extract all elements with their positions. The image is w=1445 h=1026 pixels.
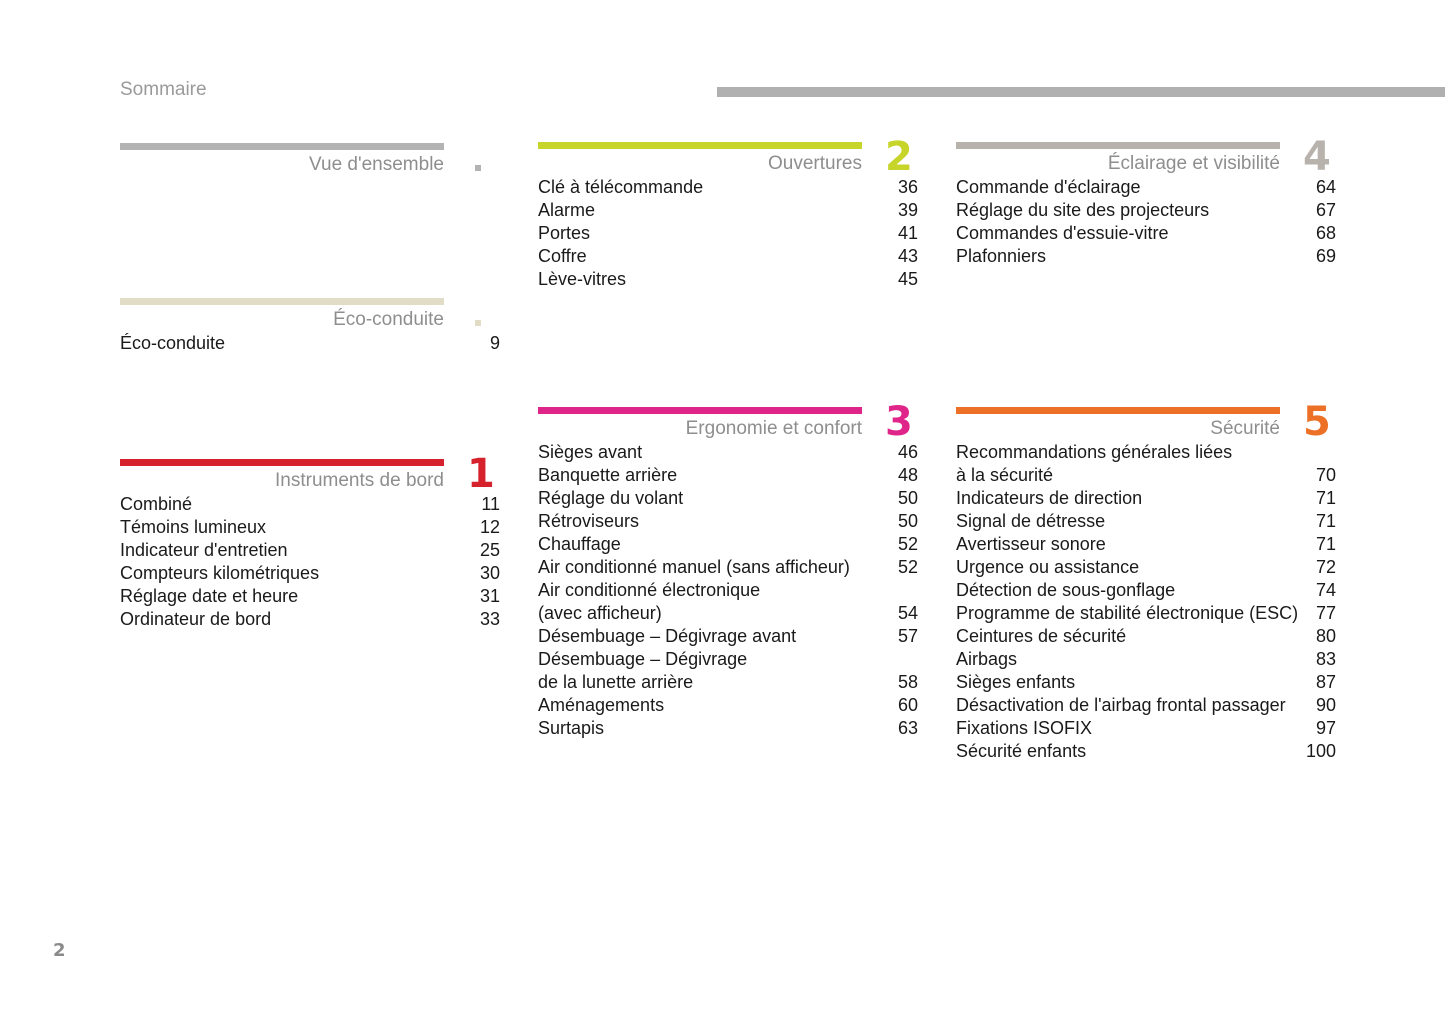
toc-entry-page: 67: [1315, 200, 1336, 220]
toc-entry-page: 97: [1315, 718, 1336, 738]
toc-entry: [956, 556, 1336, 579]
toc-entry-label: Avertisseur sonore: [956, 534, 1106, 554]
section-entries: [956, 176, 1336, 268]
toc-entry: [956, 222, 1336, 245]
toc-entry: [120, 608, 500, 631]
toc-entry-page: 33: [479, 609, 500, 629]
section-title: Éco-conduite: [333, 309, 444, 330]
toc-entry-page: 43: [897, 246, 918, 266]
toc-entry: [956, 533, 1336, 556]
toc-entry-label: Ceintures de sécurité: [956, 626, 1127, 646]
toc-entry: [956, 245, 1336, 268]
toc-entry: [956, 602, 1336, 625]
toc-entry-label: Sièges avant: [538, 442, 643, 462]
section-marker: [475, 320, 481, 326]
toc-entry: [120, 332, 500, 355]
toc-entry: [538, 510, 918, 533]
toc-entry-label: Plafonniers: [956, 246, 1047, 266]
toc-entry: [956, 694, 1336, 717]
toc-entry-label: Banquette arrière: [538, 465, 678, 485]
section-title: Instruments de bord: [275, 470, 444, 491]
toc-entry: [956, 579, 1336, 602]
toc-entry-page: 63: [897, 718, 918, 738]
toc-entry-page: 12: [479, 517, 500, 537]
toc-entry-label: Sièges enfants: [956, 672, 1076, 692]
toc-entry-page: 57: [897, 626, 918, 646]
toc-entry-page: 72: [1315, 557, 1336, 577]
section-title: Sécurité: [1210, 418, 1280, 439]
toc-entry-label: Airbags: [956, 649, 1018, 669]
toc-entry-page: 58: [897, 672, 918, 692]
toc-entry: [120, 516, 500, 539]
section-bar: [538, 407, 862, 414]
toc-entry-page: 68: [1315, 223, 1336, 243]
toc-entry-label: Indicateurs de direction: [956, 488, 1143, 508]
toc-entry-page: 45: [897, 269, 918, 289]
toc-entry: [120, 585, 500, 608]
page-number: 2: [53, 940, 66, 961]
section-marker: [475, 165, 481, 171]
section-number: 4: [1303, 134, 1331, 180]
section-entries: [538, 176, 918, 291]
toc-entry-page: 87: [1315, 672, 1336, 692]
toc-entry-label: Éco-conduite: [120, 333, 226, 353]
toc-entry-label: Lève-vitres: [538, 269, 627, 289]
toc-entry: [538, 464, 918, 487]
section-title: Vue d'ensemble: [309, 154, 444, 175]
section-bar: [956, 142, 1280, 149]
section-entries: [120, 493, 500, 631]
toc-entry: [538, 556, 918, 579]
toc-entry-label: Alarme: [538, 200, 596, 220]
toc-entry-page: 50: [897, 488, 918, 508]
toc-entry-page: 83: [1315, 649, 1336, 669]
toc-entry-page: 69: [1315, 246, 1336, 266]
toc-entry-page: 36: [897, 177, 918, 197]
toc-entry: [538, 268, 918, 291]
toc-entry-label: Combiné: [120, 494, 193, 514]
toc-entry-label: Rétroviseurs: [538, 511, 640, 531]
toc-entry-label: Air conditionné manuel (sans afficheur): [538, 557, 850, 577]
toc-entry: [538, 625, 918, 648]
toc-entry-label: Commande d'éclairage: [956, 177, 1141, 197]
header-rule: [717, 87, 1445, 97]
toc-entry-page: 9: [489, 333, 500, 353]
section-number: 5: [1303, 399, 1331, 445]
toc-entry-label: Recommandations générales liées à la sécurité: [956, 442, 1233, 485]
toc-entry-label: Désembuage – Dégivrage avant: [538, 626, 797, 646]
toc-entry-page: 41: [897, 223, 918, 243]
toc-entry-page: 77: [1315, 603, 1336, 623]
toc-entry-label: Coffre: [538, 246, 587, 266]
toc-entry-label: Réglage du volant: [538, 488, 684, 508]
toc-entry-page: 100: [1305, 741, 1336, 761]
section-entries: [956, 441, 1336, 763]
toc-entry-label: Fixations ISOFIX: [956, 718, 1093, 738]
section-entries: [538, 441, 918, 740]
section-number: 1: [467, 451, 495, 497]
section-number: 2: [885, 134, 913, 180]
toc-entry-label: Aménagements: [538, 695, 665, 715]
section-title: Éclairage et visibilité: [1107, 153, 1280, 174]
toc-entry-label: Programme de stabilité électronique (ESC): [956, 603, 1299, 623]
toc-entry: [120, 493, 500, 516]
toc-entry-label: Urgence ou assistance: [956, 557, 1140, 577]
toc-entry: [956, 510, 1336, 533]
toc-entry-page: 54: [897, 603, 918, 623]
toc-entry: [120, 562, 500, 585]
toc-entry-page: 71: [1315, 488, 1336, 508]
toc-entry: [538, 579, 918, 625]
toc-entry-label: Désactivation de l'airbag frontal passager: [956, 695, 1286, 715]
toc-entry-label: Clé à télécommande: [538, 177, 704, 197]
toc-entry-page: 46: [897, 442, 918, 462]
toc-entry-page: 30: [479, 563, 500, 583]
page-header-title: Sommaire: [120, 79, 207, 100]
section-bar: [120, 298, 444, 305]
toc-entry-label: Compteurs kilométriques: [120, 563, 320, 583]
toc-entry-page: 71: [1315, 534, 1336, 554]
toc-entry-label: Portes: [538, 223, 591, 243]
toc-entry: [956, 487, 1336, 510]
toc-entry-label: Sécurité enfants: [956, 741, 1087, 761]
toc-entry: [538, 245, 918, 268]
toc-entry-label: Ordinateur de bord: [120, 609, 272, 629]
toc-entry-page: 60: [897, 695, 918, 715]
toc-entry: [956, 648, 1336, 671]
toc-entry: [538, 648, 918, 694]
toc-entry-page: 11: [481, 494, 500, 514]
section-title: Ergonomie et confort: [685, 418, 862, 439]
toc-entry-label: Surtapis: [538, 718, 605, 738]
section-title: Ouvertures: [768, 153, 862, 174]
toc-entry: [538, 533, 918, 556]
toc-entry-page: 90: [1315, 695, 1336, 715]
toc-entry: [538, 717, 918, 740]
toc-entry: [538, 199, 918, 222]
toc-entry-label: Indicateur d'entretien: [120, 540, 288, 560]
toc-entry-page: 52: [897, 534, 918, 554]
toc-entry-label: Chauffage: [538, 534, 621, 554]
toc-entry-label: Témoins lumineux: [120, 517, 267, 537]
section-bar: [538, 142, 862, 149]
toc-entry: [120, 539, 500, 562]
toc-entry: [956, 671, 1336, 694]
toc-entry-label: Signal de détresse: [956, 511, 1106, 531]
toc-entry-page: 31: [479, 586, 500, 606]
toc-entry-page: 25: [479, 540, 500, 560]
toc-entry-page: 71: [1315, 511, 1336, 531]
toc-entry: [538, 487, 918, 510]
section-bar: [120, 143, 444, 150]
toc-entry-label: Réglage date et heure: [120, 586, 299, 606]
toc-entry: [956, 740, 1336, 763]
toc-entry-label: Réglage du site des projecteurs: [956, 200, 1210, 220]
toc-entry-label: Désembuage – Dégivrage de la lunette arrière: [538, 649, 748, 692]
toc-entry-page: 48: [897, 465, 918, 485]
section-bar: [120, 459, 444, 466]
section-number: 3: [885, 399, 913, 445]
toc-entry-label: Commandes d'essuie-vitre: [956, 223, 1169, 243]
toc-entry: [956, 199, 1336, 222]
toc-entry-page: 52: [897, 557, 918, 577]
toc-entry-label: Air conditionné électronique (avec afficheur): [538, 580, 761, 623]
toc-entry-page: 70: [1315, 465, 1336, 485]
toc-entry: [538, 176, 918, 199]
toc-entry: [538, 222, 918, 245]
section-entries: [120, 332, 500, 355]
toc-entry-page: 74: [1315, 580, 1336, 600]
toc-entry: [956, 717, 1336, 740]
toc-entry: [538, 694, 918, 717]
toc-entry-page: 39: [897, 200, 918, 220]
toc-entry-page: 64: [1315, 177, 1336, 197]
toc-entry-page: 80: [1315, 626, 1336, 646]
toc-entry: [956, 441, 1336, 487]
toc-entry-page: 50: [897, 511, 918, 531]
section-bar: [956, 407, 1280, 414]
toc-entry: [956, 176, 1336, 199]
toc-entry: [956, 625, 1336, 648]
toc-entry-label: Détection de sous-gonflage: [956, 580, 1176, 600]
toc-entry: [538, 441, 918, 464]
